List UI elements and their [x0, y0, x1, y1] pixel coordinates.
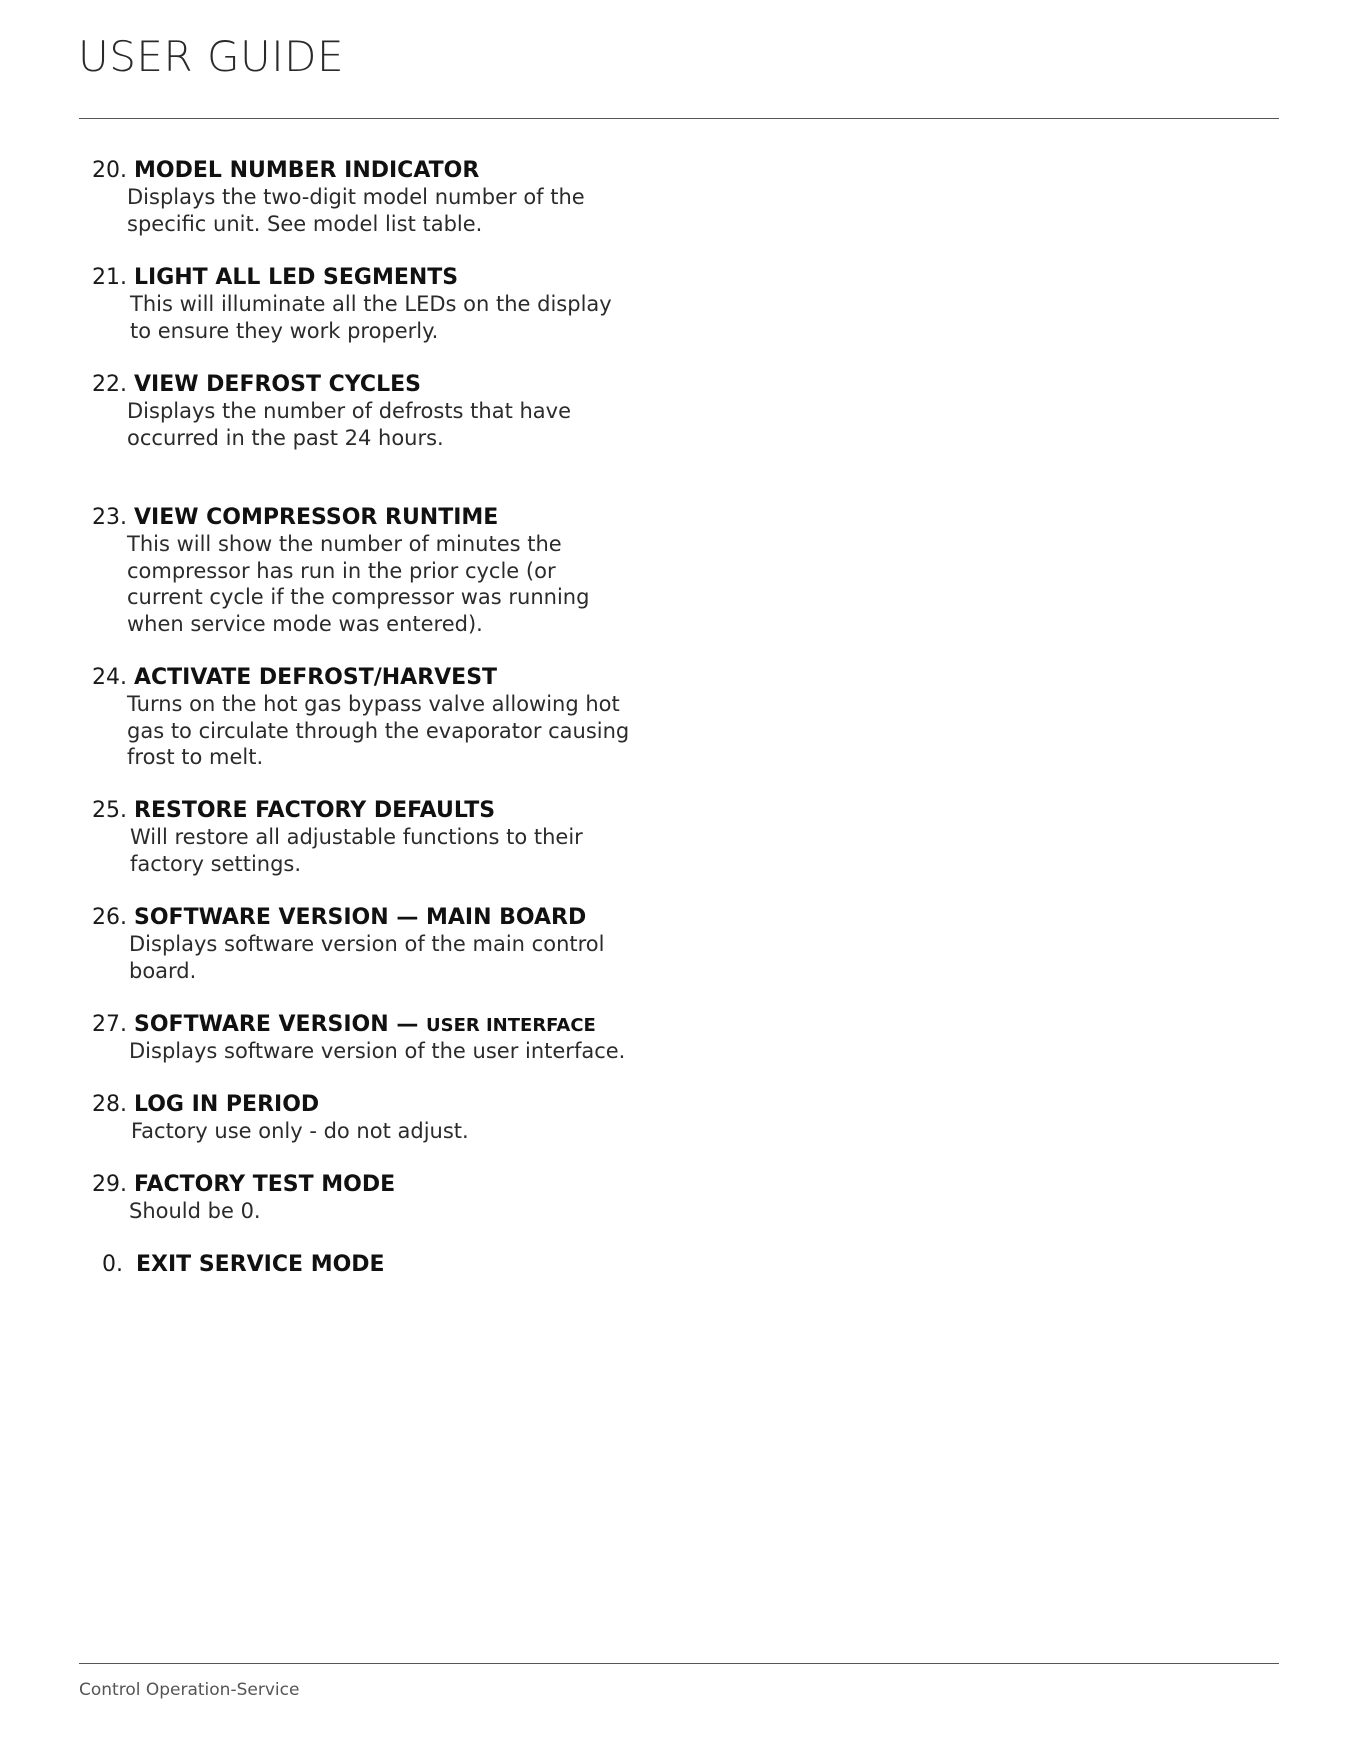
page-title: USER GUIDE [78, 32, 345, 81]
item-number: 25. [92, 798, 127, 823]
item-number: 26. [92, 905, 127, 930]
item-title-suffix: USER INTERFACE [425, 1015, 596, 1036]
item-number: 24. [92, 665, 127, 690]
item-description: Displays the two-digit model number of the specific unit. See model list table. [127, 185, 585, 236]
item-description: Displays software version of the user interface. [129, 1039, 626, 1063]
item-description: Factory use only - do not adjust. [131, 1119, 469, 1143]
header-divider [79, 118, 1279, 119]
item-number: 22. [92, 372, 127, 397]
item-number: 21. [92, 265, 127, 290]
footer-section-label: Control Operation-Service [79, 1680, 300, 1700]
item-description: Should be 0. [129, 1199, 261, 1223]
item-title: EXIT SERVICE MODE [136, 1252, 385, 1277]
item-description: Will restore all adjustable functions to their factory settings. [130, 825, 583, 876]
item-number: 28. [92, 1092, 127, 1117]
item-title: SOFTWARE VERSION — MAIN BOARD [134, 905, 587, 930]
item-title: VIEW DEFROST CYCLES [134, 372, 421, 397]
item-title: VIEW COMPRESSOR RUNTIME [134, 505, 499, 530]
item-description: Turns on the hot gas bypass valve allowing hot gas to circulate through the evaporator causing frost to melt. [127, 692, 630, 770]
item-description: Displays software version of the main control board. [129, 932, 605, 983]
item-number: 20. [92, 158, 127, 183]
item-description: Displays the number of defrosts that have occurred in the past 24 hours. [127, 399, 572, 450]
item-title: RESTORE FACTORY DEFAULTS [134, 798, 496, 823]
footer-divider [79, 1663, 1279, 1664]
item-number: 27. [92, 1012, 127, 1037]
item-number: 0. [102, 1252, 123, 1277]
item-title: LIGHT ALL LED SEGMENTS [134, 265, 459, 290]
item-description: This will show the number of minutes the compressor has run in the prior cycle (or current cycle if the compressor was running when service mode was entered). [127, 532, 590, 637]
item-number: 23. [92, 505, 127, 530]
item-title: LOG IN PERIOD [134, 1092, 320, 1117]
item-title: MODEL NUMBER INDICATOR [134, 158, 480, 183]
item-title-main: SOFTWARE VERSION — [134, 1012, 426, 1037]
item-title: FACTORY TEST MODE [134, 1172, 396, 1197]
item-description: This will illuminate all the LEDs on the display to ensure they work properly. [130, 292, 612, 343]
item-title: ACTIVATE DEFROST/HARVEST [134, 665, 498, 690]
item-title [134, 1012, 596, 1037]
item-number: 29. [92, 1172, 127, 1197]
